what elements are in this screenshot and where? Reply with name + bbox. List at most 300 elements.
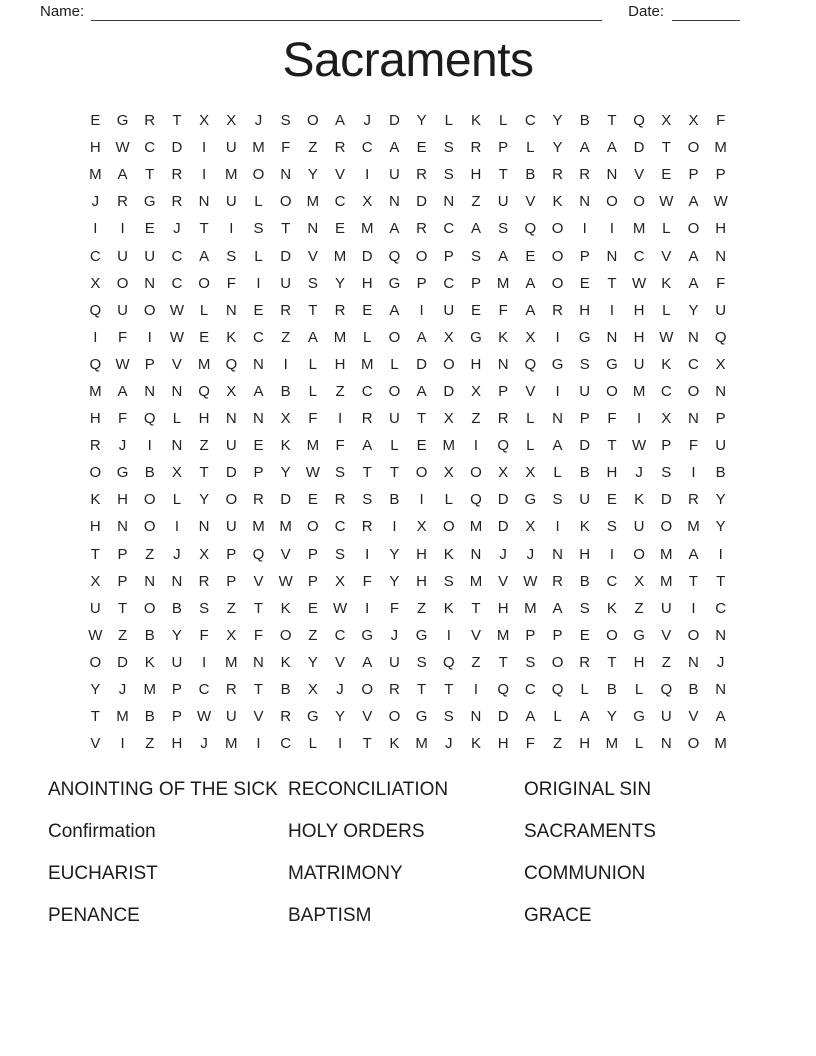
- grid-letter: I: [419, 491, 424, 509]
- grid-letter: H: [171, 735, 183, 753]
- grid-letter: H: [579, 301, 591, 319]
- grid-letter: E: [579, 626, 590, 644]
- grid-letter: I: [691, 599, 696, 617]
- grid-letter: A: [307, 328, 318, 346]
- grid-letter: M: [306, 193, 320, 211]
- grid-letter: O: [279, 193, 292, 211]
- grid-letter: N: [660, 735, 672, 753]
- grid-letter: U: [579, 491, 591, 509]
- grid-letter: M: [496, 274, 510, 292]
- grid-letter: J: [173, 545, 181, 563]
- grid-letter: G: [633, 626, 645, 644]
- grid-letter: B: [715, 464, 726, 482]
- grid-letter: T: [145, 166, 155, 184]
- grid-letter: N: [198, 518, 210, 536]
- grid-letter: O: [116, 274, 129, 292]
- grid-letter: Y: [606, 708, 617, 726]
- grid-letter: X: [171, 464, 182, 482]
- grid-letter: D: [280, 247, 292, 265]
- grid-letter: A: [498, 247, 509, 265]
- grid-letter: K: [280, 599, 291, 617]
- grid-letter: N: [253, 355, 264, 373]
- grid-letter: A: [416, 382, 427, 400]
- grid-letter: R: [579, 166, 591, 184]
- grid-letter: Q: [225, 355, 238, 373]
- grid-letter: U: [443, 301, 455, 319]
- grid-letter: X: [470, 382, 481, 400]
- grid-letter: O: [687, 220, 700, 238]
- grid-letter: X: [226, 382, 237, 400]
- grid-letter: C: [198, 681, 210, 699]
- grid-letter: N: [388, 193, 400, 211]
- grid-letter: F: [281, 139, 291, 157]
- grid-letter: V: [661, 626, 672, 644]
- grid-letter: N: [606, 328, 618, 346]
- grid-letter: N: [144, 572, 156, 590]
- grid-letter: O: [198, 274, 210, 292]
- grid-letter: L: [308, 382, 318, 400]
- word-list-item: HOLY ORDERS: [288, 821, 425, 843]
- grid-letter: P: [226, 545, 237, 563]
- word-list-item: ORIGINAL SIN: [524, 779, 652, 801]
- grid-letter: X: [199, 545, 210, 563]
- grid-letter: V: [90, 735, 101, 753]
- grid-letter: G: [361, 626, 374, 644]
- grid-letter: I: [609, 220, 614, 238]
- grid-letter: U: [225, 437, 237, 455]
- grid-letter: T: [199, 464, 209, 482]
- grid-letter: M: [632, 382, 646, 400]
- grid-letter: D: [225, 464, 237, 482]
- grid-letter: C: [361, 382, 373, 400]
- grid-letter: Q: [551, 681, 564, 699]
- grid-letter: D: [497, 491, 509, 509]
- grid-letter: E: [90, 112, 101, 130]
- worksheet-header: [0, 0, 816, 21]
- word-list-column: [288, 778, 524, 946]
- grid-letter: L: [634, 735, 644, 753]
- grid-letter: V: [661, 247, 672, 265]
- grid-letter: X: [525, 328, 536, 346]
- grid-letter: G: [116, 464, 129, 482]
- grid-letter: V: [253, 708, 264, 726]
- grid-letter: T: [199, 220, 209, 238]
- grid-letter: N: [280, 166, 292, 184]
- grid-letter: O: [687, 382, 700, 400]
- grid-letter: F: [607, 410, 617, 428]
- grid-letter: N: [470, 545, 482, 563]
- grid-letter: K: [280, 437, 291, 455]
- grid-letter: T: [607, 437, 617, 455]
- grid-letter: M: [225, 166, 238, 184]
- grid-letter: O: [687, 735, 700, 753]
- grid-letter: T: [172, 112, 182, 130]
- grid-letter: N: [552, 410, 563, 428]
- grid-letter: N: [225, 410, 237, 428]
- grid-letter: B: [171, 599, 182, 617]
- grid-letter: U: [225, 708, 237, 726]
- word-list-item: ANOINTING OF THE SICK: [48, 779, 278, 801]
- grid-letter: N: [579, 193, 591, 211]
- grid-letter: G: [578, 328, 591, 346]
- grid-letter: H: [198, 410, 210, 428]
- grid-letter: A: [579, 139, 590, 157]
- grid-letter: M: [89, 166, 102, 184]
- grid-letter: H: [633, 653, 645, 671]
- grid-letter: J: [363, 112, 371, 130]
- grid-letter: S: [443, 708, 454, 726]
- grid-letter: D: [660, 491, 672, 509]
- grid-letter: E: [199, 328, 210, 346]
- grid-letter: S: [253, 220, 264, 238]
- grid-letter: J: [526, 545, 535, 563]
- grid-letter: V: [525, 193, 536, 211]
- grid-letter: N: [688, 653, 699, 671]
- grid-letter: S: [335, 545, 346, 563]
- grid-letter: S: [606, 518, 617, 536]
- grid-letter: G: [633, 708, 645, 726]
- grid-letter: U: [225, 518, 237, 536]
- grid-letter: F: [389, 599, 399, 617]
- grid-letter: E: [144, 220, 155, 238]
- grid-letter: I: [93, 328, 98, 346]
- grid-letter: Z: [117, 626, 128, 644]
- grid-letter: O: [388, 382, 401, 400]
- grid-letter: L: [580, 681, 589, 699]
- grid-letter: L: [553, 708, 562, 726]
- grid-letter: K: [498, 328, 509, 346]
- grid-letter: H: [579, 735, 591, 753]
- grid-letter: R: [497, 410, 509, 428]
- grid-letter: U: [225, 139, 237, 157]
- grid-letter: P: [171, 681, 182, 699]
- grid-letter: A: [715, 708, 726, 726]
- grid-letter: P: [307, 545, 318, 563]
- grid-letter: F: [688, 437, 699, 455]
- grid-letter: V: [525, 382, 536, 400]
- grid-letter: A: [389, 220, 400, 238]
- grid-letter: S: [362, 491, 373, 509]
- date-label: Date:: [628, 3, 664, 20]
- grid-letter: Q: [388, 247, 401, 265]
- grid-letter: H: [89, 410, 101, 428]
- grid-letter: I: [93, 220, 98, 238]
- date-blank-line: [672, 2, 740, 21]
- grid-letter: T: [281, 220, 291, 238]
- grid-letter: M: [632, 220, 646, 238]
- grid-letter: F: [716, 112, 726, 130]
- grid-letter: C: [688, 355, 699, 373]
- grid-letter: K: [634, 491, 645, 509]
- grid-letter: R: [89, 437, 101, 455]
- grid-letter: M: [605, 735, 619, 753]
- grid-letter: I: [419, 301, 424, 319]
- grid-letter: M: [360, 220, 374, 238]
- grid-letter: I: [582, 220, 587, 238]
- grid-letter: P: [171, 708, 182, 726]
- grid-letter: E: [661, 166, 672, 184]
- grid-letter: U: [660, 708, 672, 726]
- grid-letter: D: [443, 382, 455, 400]
- grid-letter: M: [116, 708, 129, 726]
- word-list-item: SACRAMENTS: [524, 821, 656, 843]
- grid-letter: R: [552, 166, 563, 184]
- grid-letter: A: [389, 139, 400, 157]
- grid-letter: K: [443, 545, 454, 563]
- grid-letter: T: [308, 301, 318, 319]
- grid-letter: I: [256, 735, 261, 753]
- grid-letter: F: [335, 437, 345, 455]
- grid-letter: R: [253, 491, 264, 509]
- grid-letter: P: [443, 247, 454, 265]
- grid-letter: I: [202, 166, 207, 184]
- grid-letter: L: [172, 491, 182, 509]
- grid-letter: J: [200, 735, 208, 753]
- grid-letter: O: [442, 355, 455, 373]
- grid-letter: O: [143, 301, 156, 319]
- grid-letter: E: [335, 220, 346, 238]
- grid-letter: D: [416, 355, 428, 373]
- grid-letter: T: [253, 599, 264, 617]
- grid-letter: W: [659, 193, 674, 211]
- name-label: Name:: [40, 3, 85, 20]
- grid-letter: N: [117, 518, 128, 536]
- word-list-item: EUCHARIST: [48, 863, 158, 885]
- grid-letter: G: [470, 328, 482, 346]
- grid-letter: O: [660, 518, 673, 536]
- word-list-item: PENANCE: [48, 905, 140, 927]
- grid-letter: O: [687, 626, 700, 644]
- grid-letter: U: [225, 193, 237, 211]
- grid-letter: B: [579, 572, 590, 590]
- grid-letter: O: [307, 112, 319, 130]
- grid-letter: I: [337, 735, 343, 753]
- grid-letter: B: [525, 166, 536, 184]
- grid-letter: T: [417, 681, 427, 699]
- grid-letter: X: [280, 410, 291, 428]
- grid-letter: S: [661, 464, 672, 482]
- grid-letter: S: [443, 139, 454, 157]
- grid-letter: O: [470, 464, 482, 482]
- grid-letter: M: [252, 139, 265, 157]
- grid-letter: K: [470, 735, 481, 753]
- grid-letter: N: [171, 572, 183, 590]
- grid-letter: Q: [660, 681, 673, 699]
- grid-letter: D: [361, 247, 373, 265]
- grid-letter: Z: [199, 437, 209, 455]
- grid-letter: O: [551, 247, 564, 265]
- grid-letter: K: [90, 491, 101, 509]
- grid-letter: X: [715, 355, 726, 373]
- grid-letter: U: [144, 247, 156, 265]
- grid-letter: I: [147, 437, 152, 455]
- grid-letter: Y: [307, 653, 318, 671]
- grid-letter: C: [171, 247, 183, 265]
- grid-letter: M: [225, 653, 238, 671]
- grid-letter: W: [713, 193, 728, 211]
- grid-letter: T: [498, 653, 508, 671]
- grid-letter: I: [174, 518, 179, 536]
- grid-letter: C: [524, 112, 536, 130]
- grid-letter: W: [632, 274, 647, 292]
- grid-letter: I: [718, 545, 723, 563]
- grid-letter: M: [496, 626, 510, 644]
- grid-letter: I: [365, 599, 370, 617]
- grid-letter: O: [551, 274, 564, 292]
- grid-letter: R: [117, 193, 128, 211]
- grid-letter: Q: [524, 355, 537, 373]
- grid-letter: N: [144, 274, 156, 292]
- grid-letter: B: [688, 681, 699, 699]
- grid-letter: I: [555, 328, 560, 346]
- grid-letter: G: [551, 355, 564, 373]
- grid-letter: V: [470, 626, 481, 644]
- grid-letter: C: [361, 139, 373, 157]
- grid-letter: T: [607, 653, 617, 671]
- grid-letter: A: [688, 193, 699, 211]
- grid-letter: S: [280, 112, 291, 130]
- grid-letter: U: [89, 599, 101, 617]
- grid-letter: O: [687, 139, 700, 157]
- grid-letter: K: [552, 193, 563, 211]
- grid-letter: G: [143, 193, 156, 211]
- grid-letter: Q: [497, 437, 509, 455]
- grid-letter: N: [715, 247, 727, 265]
- grid-letter: R: [171, 193, 183, 211]
- grid-letter: U: [497, 193, 509, 211]
- grid-letter: A: [117, 382, 128, 400]
- grid-letter: T: [90, 708, 100, 726]
- grid-letter: J: [445, 735, 453, 753]
- grid-letter: S: [525, 653, 536, 671]
- grid-letter: P: [661, 437, 672, 455]
- grid-letter: O: [606, 193, 618, 211]
- grid-letter: Y: [199, 491, 210, 509]
- grid-letter: Y: [552, 139, 563, 157]
- grid-letter: A: [579, 708, 590, 726]
- grid-letter: S: [307, 274, 318, 292]
- grid-letter: Y: [688, 301, 699, 319]
- grid-letter: E: [606, 491, 617, 509]
- grid-letter: F: [362, 572, 372, 590]
- grid-letter: R: [171, 166, 183, 184]
- grid-letter: L: [553, 464, 562, 482]
- grid-letter: W: [169, 301, 184, 319]
- grid-letter: X: [362, 193, 373, 211]
- grid-letter: H: [89, 518, 101, 536]
- grid-letter: M: [442, 437, 456, 455]
- grid-letter: H: [606, 464, 618, 482]
- grid-letter: T: [90, 545, 100, 563]
- grid-letter: V: [253, 572, 264, 590]
- grid-letter: I: [120, 735, 125, 753]
- grid-letter: Q: [470, 491, 482, 509]
- grid-letter: T: [362, 464, 372, 482]
- grid-letter: W: [305, 464, 320, 482]
- grid-letter: D: [280, 491, 292, 509]
- grid-letter: R: [552, 572, 563, 590]
- word-list-item: Confirmation: [48, 821, 156, 843]
- grid-letter: H: [334, 355, 346, 373]
- grid-letter: S: [579, 599, 590, 617]
- grid-letter: U: [388, 410, 400, 428]
- grid-letter: T: [444, 681, 454, 699]
- grid-letter: W: [332, 599, 348, 617]
- grid-letter: L: [444, 491, 453, 509]
- grid-letter: E: [362, 301, 373, 319]
- grid-letter: Z: [471, 410, 481, 428]
- grid-letter: I: [365, 545, 370, 563]
- grid-letter: N: [253, 653, 264, 671]
- grid-letter: U: [715, 437, 727, 455]
- grid-letter: A: [199, 247, 210, 265]
- grid-letter: J: [91, 193, 100, 211]
- grid-letter: H: [633, 328, 645, 346]
- grid-letter: D: [579, 437, 591, 455]
- grid-letter: N: [443, 193, 455, 211]
- grid-letter: C: [334, 626, 346, 644]
- grid-letter: V: [335, 166, 346, 184]
- grid-letter: L: [199, 301, 209, 319]
- grid-letter: J: [336, 681, 344, 699]
- grid-letter: M: [687, 518, 700, 536]
- grid-letter: L: [526, 139, 535, 157]
- grid-letter: L: [634, 681, 644, 699]
- grid-letter: E: [307, 491, 318, 509]
- grid-letter: I: [691, 464, 696, 482]
- grid-letter: P: [715, 166, 726, 184]
- grid-letter: X: [90, 572, 101, 590]
- grid-letter: D: [497, 518, 509, 536]
- grid-letter: P: [715, 410, 726, 428]
- grid-letter: R: [388, 681, 400, 699]
- grid-letter: V: [171, 355, 182, 373]
- grid-letter: S: [552, 491, 563, 509]
- grid-letter: A: [688, 545, 699, 563]
- grid-letter: G: [307, 708, 319, 726]
- grid-letter: I: [392, 518, 397, 536]
- grid-letter: E: [307, 599, 318, 617]
- grid-letter: M: [197, 355, 211, 373]
- grid-letter: R: [144, 112, 156, 130]
- grid-letter: R: [334, 301, 346, 319]
- grid-letter: I: [609, 545, 614, 563]
- grid-letter: U: [388, 653, 400, 671]
- grid-letter: J: [716, 653, 725, 671]
- grid-letter: V: [498, 572, 509, 590]
- grid-letter: O: [415, 464, 428, 482]
- grid-letter: R: [280, 708, 292, 726]
- grid-letter: B: [389, 491, 400, 509]
- grid-letter: Y: [552, 112, 563, 130]
- grid-letter: X: [443, 410, 454, 428]
- grid-letter: I: [637, 410, 642, 428]
- grid-letter: F: [525, 735, 535, 753]
- grid-letter: T: [716, 572, 726, 590]
- grid-letter: M: [415, 735, 428, 753]
- grid-letter: F: [498, 301, 508, 319]
- grid-letter: N: [715, 382, 727, 400]
- grid-letter: X: [661, 112, 672, 130]
- grid-letter: L: [662, 220, 671, 238]
- grid-letter: E: [253, 301, 264, 319]
- grid-letter: R: [416, 220, 428, 238]
- grid-letter: K: [144, 653, 155, 671]
- grid-letter: R: [225, 681, 237, 699]
- grid-letter: I: [256, 274, 261, 292]
- grid-letter: S: [226, 247, 237, 265]
- grid-letter: Q: [714, 328, 727, 346]
